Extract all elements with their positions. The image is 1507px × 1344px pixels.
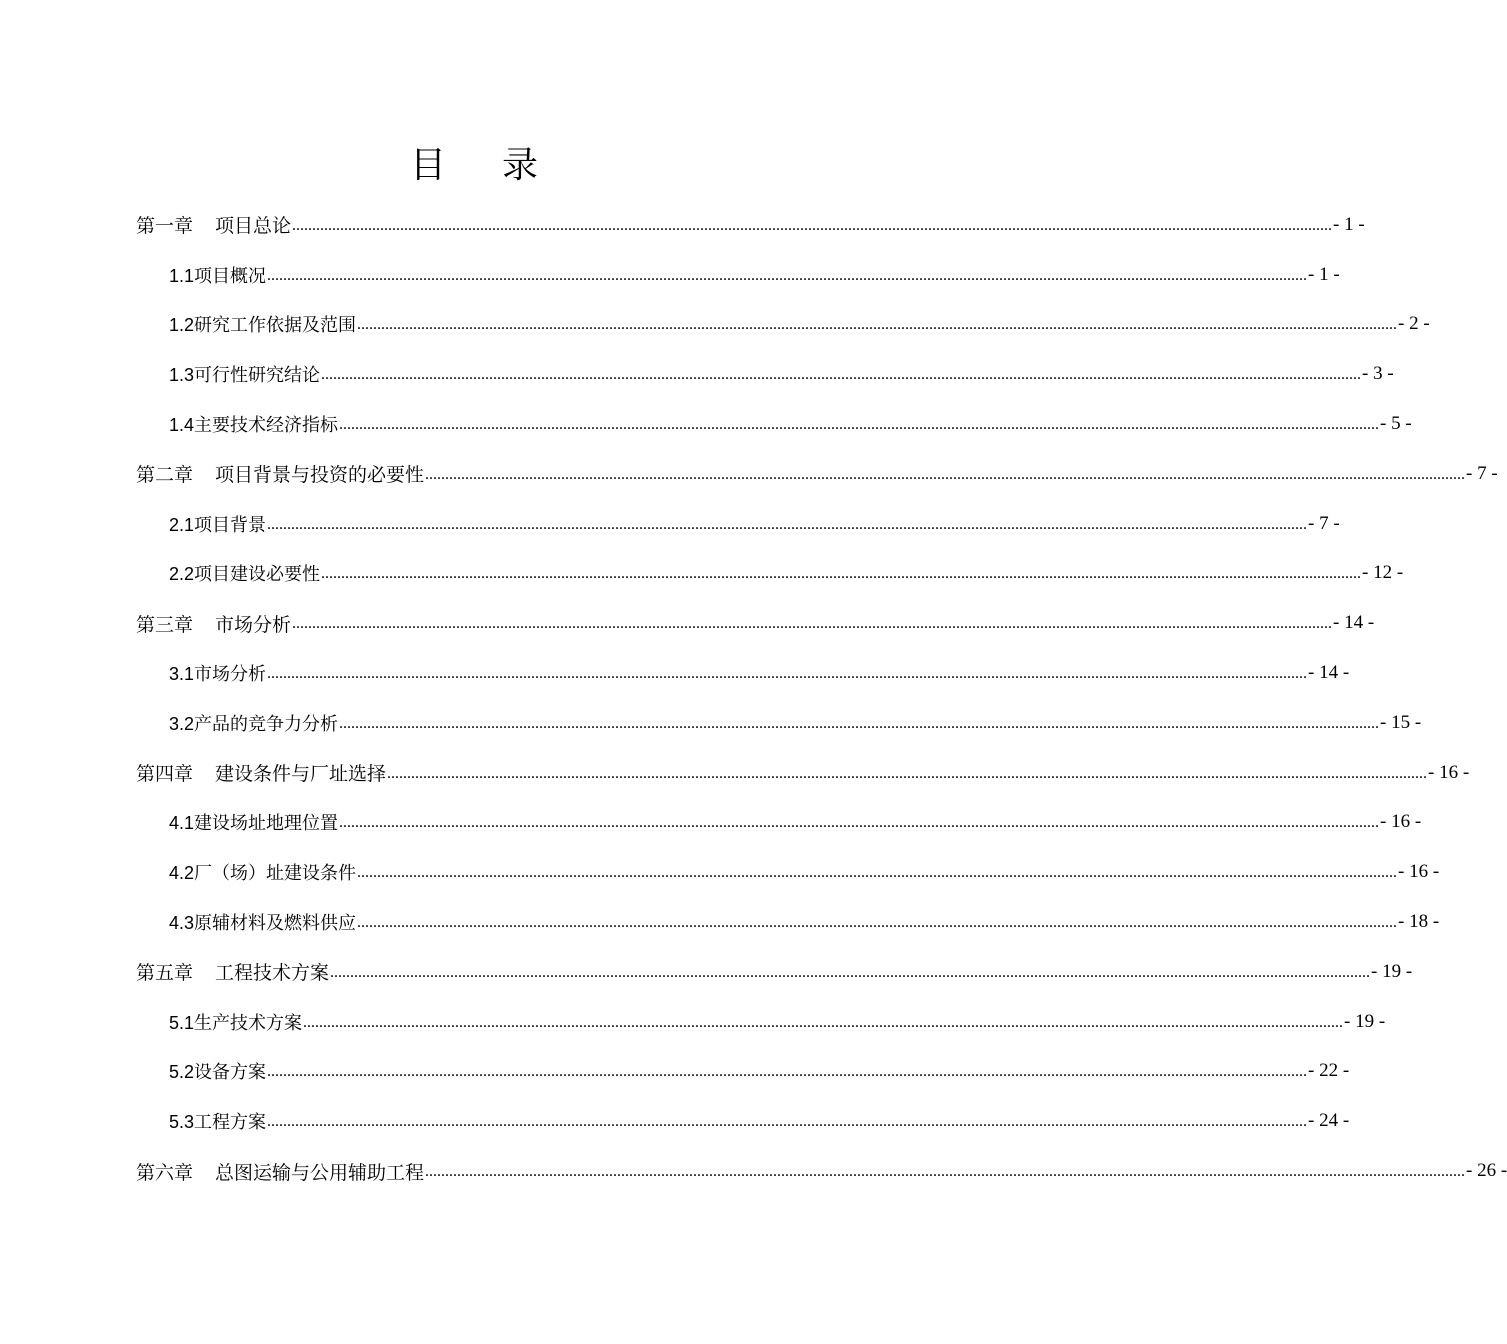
toc-page-number: - 1 -: [1333, 213, 1365, 235]
toc-page-number: - 16 -: [1398, 861, 1440, 883]
toc-entry-label: [169, 361, 320, 387]
toc-entry-title: 项目总论: [215, 215, 292, 238]
toc-page-number: - 18 -: [1398, 911, 1440, 933]
toc-chapter-entry[interactable]: [0, 598, 1375, 648]
toc-entry-number: 5.3: [169, 1112, 195, 1133]
toc-entry-label: [136, 460, 424, 487]
toc-page-number: - 14 -: [1333, 612, 1375, 634]
toc-section-entry[interactable]: [0, 1047, 1350, 1097]
toc-chapter-entry[interactable]: [0, 1146, 1507, 1196]
toc-entry-number: 1.4: [169, 415, 195, 436]
toc-dot-leader: ....................................................................................................................................................................................................................................................................: [267, 266, 1308, 284]
toc-dot-leader: ....................................................................................................................................................................................................................................................................: [267, 1063, 1308, 1081]
toc-section-entry[interactable]: [0, 549, 1404, 599]
toc-section-entry[interactable]: [0, 698, 1422, 748]
toc-page-number: - 16 -: [1380, 811, 1422, 833]
toc-page-number: - 2 -: [1398, 313, 1430, 335]
toc-chapter-entry[interactable]: [0, 200, 1365, 250]
toc-section-entry[interactable]: [0, 847, 1440, 897]
toc-page-number: - 14 -: [1308, 662, 1350, 684]
toc-entry-number: 4.3: [169, 913, 195, 934]
toc-entry-number: 2.1: [169, 514, 195, 535]
toc-entry-number: 5.1: [169, 1012, 195, 1033]
toc-section-entry[interactable]: [0, 499, 1340, 549]
table-of-contents: [0, 200, 1507, 1196]
toc-entry-label: [136, 211, 291, 238]
toc-dot-leader: ....................................................................................................................................................................................................................................................................: [339, 814, 1380, 832]
toc-page-number: - 22 -: [1308, 1060, 1350, 1082]
toc-entry-title: 主要技术经济指标: [194, 415, 339, 437]
toc-entry-title: 项目概况: [194, 265, 267, 287]
toc-entry-label: [169, 859, 356, 885]
toc-dot-leader: ....................................................................................................................................................................................................................................................................: [357, 864, 1398, 882]
toc-entry-title: 工程技术方案: [215, 962, 330, 985]
toc-entry-title: 市场分析: [194, 664, 267, 686]
toc-entry-number: 5.2: [169, 1062, 195, 1083]
toc-dot-leader: ....................................................................................................................................................................................................................................................................: [387, 764, 1428, 782]
toc-page-number: - 7 -: [1466, 462, 1498, 484]
toc-entry-number: 1.3: [169, 365, 195, 386]
toc-entry-title: 项目背景: [194, 514, 267, 536]
toc-dot-leader: ....................................................................................................................................................................................................................................................................: [321, 565, 1362, 583]
toc-entry-title: 建设场址地理位置: [194, 813, 339, 835]
toc-entry-number: 1.1: [169, 265, 195, 286]
toc-entry-label: [169, 560, 320, 586]
toc-entry-title: 项目建设必要性: [194, 564, 321, 586]
toc-entry-title: 研究工作依据及范围: [194, 315, 357, 337]
toc-entry-title: 建设条件与厂址选择: [215, 763, 387, 786]
toc-section-entry[interactable]: [0, 349, 1394, 399]
toc-section-entry[interactable]: [0, 798, 1422, 848]
toc-entry-label: [169, 809, 338, 835]
toc-entry-number: 3.1: [169, 664, 195, 685]
toc-entry-label: [136, 1158, 424, 1185]
toc-dot-leader: ....................................................................................................................................................................................................................................................................: [321, 366, 1362, 384]
toc-entry-label: [169, 511, 266, 537]
toc-page-number: - 16 -: [1428, 761, 1470, 783]
toc-chapter-entry[interactable]: [0, 947, 1413, 997]
toc-entry-label: [169, 710, 338, 736]
toc-entry-title: 厂（场）址建设条件: [194, 863, 357, 885]
toc-chapter-entry[interactable]: [0, 449, 1498, 499]
toc-entry-number: 3.2: [169, 713, 195, 734]
toc-chapter-entry[interactable]: [0, 748, 1470, 798]
toc-entry-label: [169, 311, 356, 337]
toc-entry-label: [169, 411, 338, 437]
toc-entry-title: 生产技术方案: [194, 1012, 303, 1034]
toc-section-entry[interactable]: [0, 648, 1350, 698]
toc-section-entry[interactable]: [0, 399, 1412, 449]
toc-dot-leader: ....................................................................................................................................................................................................................................................................: [267, 665, 1308, 683]
toc-entry-title: 可行性研究结论: [194, 365, 321, 387]
toc-dot-leader: ....................................................................................................................................................................................................................................................................: [267, 1113, 1308, 1131]
toc-heading-char-2: 录: [502, 145, 541, 186]
toc-page-number: - 19 -: [1344, 1010, 1386, 1032]
toc-entry-title: 市场分析: [215, 613, 292, 636]
toc-page-number: - 26 -: [1466, 1160, 1507, 1182]
toc-dot-leader: ....................................................................................................................................................................................................................................................................: [303, 1013, 1344, 1031]
toc-section-entry[interactable]: [0, 1096, 1350, 1146]
toc-dot-leader: ....................................................................................................................................................................................................................................................................: [339, 714, 1380, 732]
toc-dot-leader: ....................................................................................................................................................................................................................................................................: [425, 465, 1466, 483]
toc-entry-label: [169, 660, 266, 686]
toc-dot-leader: ....................................................................................................................................................................................................................................................................: [339, 416, 1380, 434]
toc-page-number: - 7 -: [1308, 512, 1340, 534]
toc-dot-leader: ....................................................................................................................................................................................................................................................................: [330, 963, 1371, 981]
toc-entry-number: 2.2: [169, 564, 195, 585]
toc-dot-leader: ....................................................................................................................................................................................................................................................................: [292, 615, 1333, 633]
toc-heading-char-1: 目: [409, 145, 448, 186]
toc-section-entry[interactable]: [0, 997, 1386, 1047]
toc-entry-number: 4.2: [169, 863, 195, 884]
toc-entry-number: 第五章: [136, 963, 194, 985]
toc-entry-label: [169, 1058, 266, 1084]
toc-page-number: - 15 -: [1380, 711, 1422, 733]
toc-dot-leader: ....................................................................................................................................................................................................................................................................: [267, 515, 1308, 533]
toc-page-number: - 5 -: [1380, 413, 1412, 435]
toc-entry-label: [169, 1009, 302, 1035]
toc-entry-number: 第一章: [136, 216, 194, 238]
toc-entry-title: 工程方案: [194, 1112, 267, 1134]
toc-entry-label: [136, 958, 329, 985]
toc-entry-label: [136, 759, 386, 786]
toc-entry-label: [136, 610, 291, 637]
toc-entry-number: 第四章: [136, 764, 194, 786]
toc-page-number: - 3 -: [1362, 363, 1394, 385]
toc-page-number: - 12 -: [1362, 562, 1404, 584]
toc-entry-label: [169, 1108, 266, 1134]
toc-section-entry[interactable]: [0, 897, 1440, 947]
toc-entry-title: 产品的竞争力分析: [194, 713, 339, 735]
toc-page-number: - 19 -: [1371, 960, 1413, 982]
toc-dot-leader: ....................................................................................................................................................................................................................................................................: [357, 316, 1398, 334]
toc-entry-title: 总图运输与公用辅助工程: [215, 1161, 425, 1184]
toc-section-entry[interactable]: [0, 300, 1430, 350]
toc-entry-number: 第二章: [136, 465, 194, 487]
toc-entry-title: 设备方案: [194, 1062, 267, 1084]
toc-entry-label: [169, 909, 356, 935]
toc-page-number: - 1 -: [1308, 263, 1340, 285]
toc-dot-leader: ....................................................................................................................................................................................................................................................................: [292, 216, 1333, 234]
toc-heading: [0, 140, 950, 192]
toc-entry-label: [169, 262, 266, 288]
toc-entry-title: 原辅材料及燃料供应: [194, 913, 357, 935]
toc-entry-title: 项目背景与投资的必要性: [215, 464, 425, 487]
toc-page-number: - 24 -: [1308, 1110, 1350, 1132]
toc-section-entry[interactable]: [0, 250, 1340, 300]
toc-entry-number: 第六章: [136, 1162, 194, 1184]
toc-dot-leader: ....................................................................................................................................................................................................................................................................: [425, 1163, 1466, 1181]
toc-entry-number: 1.2: [169, 315, 195, 336]
toc-dot-leader: ....................................................................................................................................................................................................................................................................: [357, 914, 1398, 932]
toc-entry-number: 第三章: [136, 614, 194, 636]
toc-entry-number: 4.1: [169, 813, 195, 834]
